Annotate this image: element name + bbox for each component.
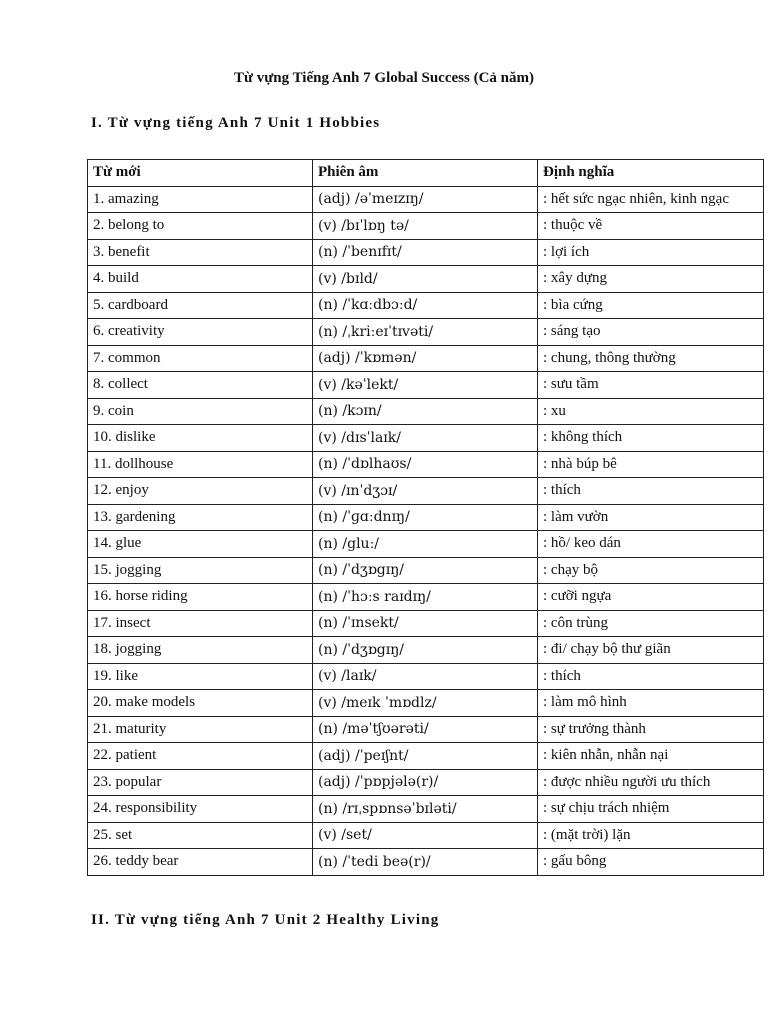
pronunciation-cell: (n) /gluː/: [313, 531, 538, 558]
page-title: Từ vựng Tiếng Anh 7 Global Success (Cả năm): [233, 70, 534, 86]
column-header-word: Từ mới: [88, 160, 313, 187]
table-row: [88, 451, 764, 478]
definition-cell: : đi/ chạy bộ thư giãn: [538, 637, 764, 664]
definition-cell: : thuộc về: [538, 213, 764, 240]
pronunciation-cell: (v) /kəˈlekt/: [313, 372, 538, 399]
pronunciation-cell: (n) /ˈdɒlhaʊs/: [313, 451, 538, 478]
pronunciation-cell: (n) /ˌkriːeɪˈtɪvəti/: [313, 319, 538, 346]
definition-cell: : côn trùng: [538, 610, 764, 637]
word-cell: 18. jogging: [88, 637, 313, 664]
word-cell: 20. make models: [88, 690, 313, 717]
column-header-definition: Định nghĩa: [538, 160, 764, 187]
table-row: [88, 610, 764, 637]
pronunciation-cell: (v) /dɪsˈlaɪk/: [313, 425, 538, 452]
table-row: [88, 557, 764, 584]
pronunciation-cell: (adj) /əˈmeɪzɪŋ/: [313, 186, 538, 213]
definition-cell: : sáng tạo: [538, 319, 764, 346]
table-row: [88, 292, 764, 319]
table-row: [88, 504, 764, 531]
table-row: [88, 345, 764, 372]
word-cell: 17. insect: [88, 610, 313, 637]
word-cell: 16. horse riding: [88, 584, 313, 611]
pronunciation-cell: (v) /bɪˈlɒŋ tə/: [313, 213, 538, 240]
table-row: [88, 319, 764, 346]
word-cell: 12. enjoy: [88, 478, 313, 505]
table-body: [88, 186, 764, 875]
pronunciation-cell: (n) /ˈtedi beə(r)/: [313, 849, 538, 876]
table-row: [88, 213, 764, 240]
word-cell: 8. collect: [88, 372, 313, 399]
word-cell: 5. cardboard: [88, 292, 313, 319]
pronunciation-cell: (adj) /ˈkɒmən/: [313, 345, 538, 372]
pronunciation-cell: (n) /ˈdʒɒgɪŋ/: [313, 637, 538, 664]
pronunciation-cell: (n) /məˈtʃʊərəti/: [313, 716, 538, 743]
table-row: [88, 822, 764, 849]
definition-cell: : không thích: [538, 425, 764, 452]
word-cell: 4. build: [88, 266, 313, 293]
pronunciation-cell: (n) /ˈkɑːdbɔːd/: [313, 292, 538, 319]
definition-cell: : chạy bộ: [538, 557, 764, 584]
definition-cell: : làm vườn: [538, 504, 764, 531]
table-row: [88, 478, 764, 505]
table-row: [88, 425, 764, 452]
word-cell: 25. set: [88, 822, 313, 849]
table-row: [88, 398, 764, 425]
pronunciation-cell: (n) /ˈdʒɒgɪŋ/: [313, 557, 538, 584]
definition-cell: : xu: [538, 398, 764, 425]
definition-cell: : lợi ích: [538, 239, 764, 266]
table-row: [88, 531, 764, 558]
vocabulary-table: [87, 159, 764, 876]
pronunciation-cell: (v) /laɪk/: [313, 663, 538, 690]
table-row: [88, 663, 764, 690]
definition-cell: : được nhiều người ưu thích: [538, 769, 764, 796]
word-cell: 1. amazing: [88, 186, 313, 213]
word-cell: 3. benefit: [88, 239, 313, 266]
definition-cell: : sự chịu trách nhiệm: [538, 796, 764, 823]
definition-cell: : nhà búp bê: [538, 451, 764, 478]
table-row: [88, 690, 764, 717]
word-cell: 11. dollhouse: [88, 451, 313, 478]
word-cell: 24. responsibility: [88, 796, 313, 823]
section-heading-unit-2: II. Từ vựng tiếng Anh 7 Unit 2 Healthy Living: [91, 912, 440, 928]
word-cell: 2. belong to: [88, 213, 313, 240]
column-header-pronunciation: Phiên âm: [313, 160, 538, 187]
table-row: [88, 849, 764, 876]
word-cell: 21. maturity: [88, 716, 313, 743]
definition-cell: : thích: [538, 478, 764, 505]
word-cell: 14. glue: [88, 531, 313, 558]
word-cell: 22. patient: [88, 743, 313, 770]
definition-cell: : xây dựng: [538, 266, 764, 293]
pronunciation-cell: (v) /bɪld/: [313, 266, 538, 293]
table-row: [88, 266, 764, 293]
table-row: [88, 796, 764, 823]
definition-cell: : chung, thông thường: [538, 345, 764, 372]
word-cell: 26. teddy bear: [88, 849, 313, 876]
table-header-row: [88, 160, 764, 187]
word-cell: 7. common: [88, 345, 313, 372]
pronunciation-cell: (v) /meɪk ˈmɒdlz/: [313, 690, 538, 717]
pronunciation-cell: (n) /ˈɪnsekt/: [313, 610, 538, 637]
table-row: [88, 372, 764, 399]
pronunciation-cell: (n) /kɔɪn/: [313, 398, 538, 425]
definition-cell: : sưu tầm: [538, 372, 764, 399]
table-row: [88, 769, 764, 796]
section-heading-unit-1: I. Từ vựng tiếng Anh 7 Unit 1 Hobbies: [91, 115, 381, 131]
table-row: [88, 584, 764, 611]
word-cell: 10. dislike: [88, 425, 313, 452]
pronunciation-cell: (n) /ˈbenɪfɪt/: [313, 239, 538, 266]
definition-cell: : làm mô hình: [538, 690, 764, 717]
pronunciation-cell: (n) /rɪˌspɒnsəˈbɪləti/: [313, 796, 538, 823]
pronunciation-cell: (v) /ɪnˈdʒɔɪ/: [313, 478, 538, 505]
word-cell: 23. popular: [88, 769, 313, 796]
word-cell: 19. like: [88, 663, 313, 690]
table-row: [88, 186, 764, 213]
table-row: [88, 637, 764, 664]
pronunciation-cell: (n) /ˈɡɑːdnɪŋ/: [313, 504, 538, 531]
definition-cell: : thích: [538, 663, 764, 690]
definition-cell: : cưỡi ngựa: [538, 584, 764, 611]
pronunciation-cell: (adj) /ˈpeɪʃnt/: [313, 743, 538, 770]
definition-cell: : gấu bông: [538, 849, 764, 876]
definition-cell: : hết sức ngạc nhiên, kinh ngạc: [538, 186, 764, 213]
word-cell: 6. creativity: [88, 319, 313, 346]
table-row: [88, 743, 764, 770]
definition-cell: : (mặt trời) lặn: [538, 822, 764, 849]
word-cell: 13. gardening: [88, 504, 313, 531]
table-row: [88, 716, 764, 743]
definition-cell: : bìa cứng: [538, 292, 764, 319]
pronunciation-cell: (n) /ˈhɔːs raɪdɪŋ/: [313, 584, 538, 611]
definition-cell: : hồ/ keo dán: [538, 531, 764, 558]
definition-cell: : sự trưởng thành: [538, 716, 764, 743]
word-cell: 15. jogging: [88, 557, 313, 584]
table-row: [88, 239, 764, 266]
pronunciation-cell: (adj) /ˈpɒpjələ(r)/: [313, 769, 538, 796]
word-cell: 9. coin: [88, 398, 313, 425]
definition-cell: : kiên nhẫn, nhẫn nại: [538, 743, 764, 770]
pronunciation-cell: (v) /set/: [313, 822, 538, 849]
